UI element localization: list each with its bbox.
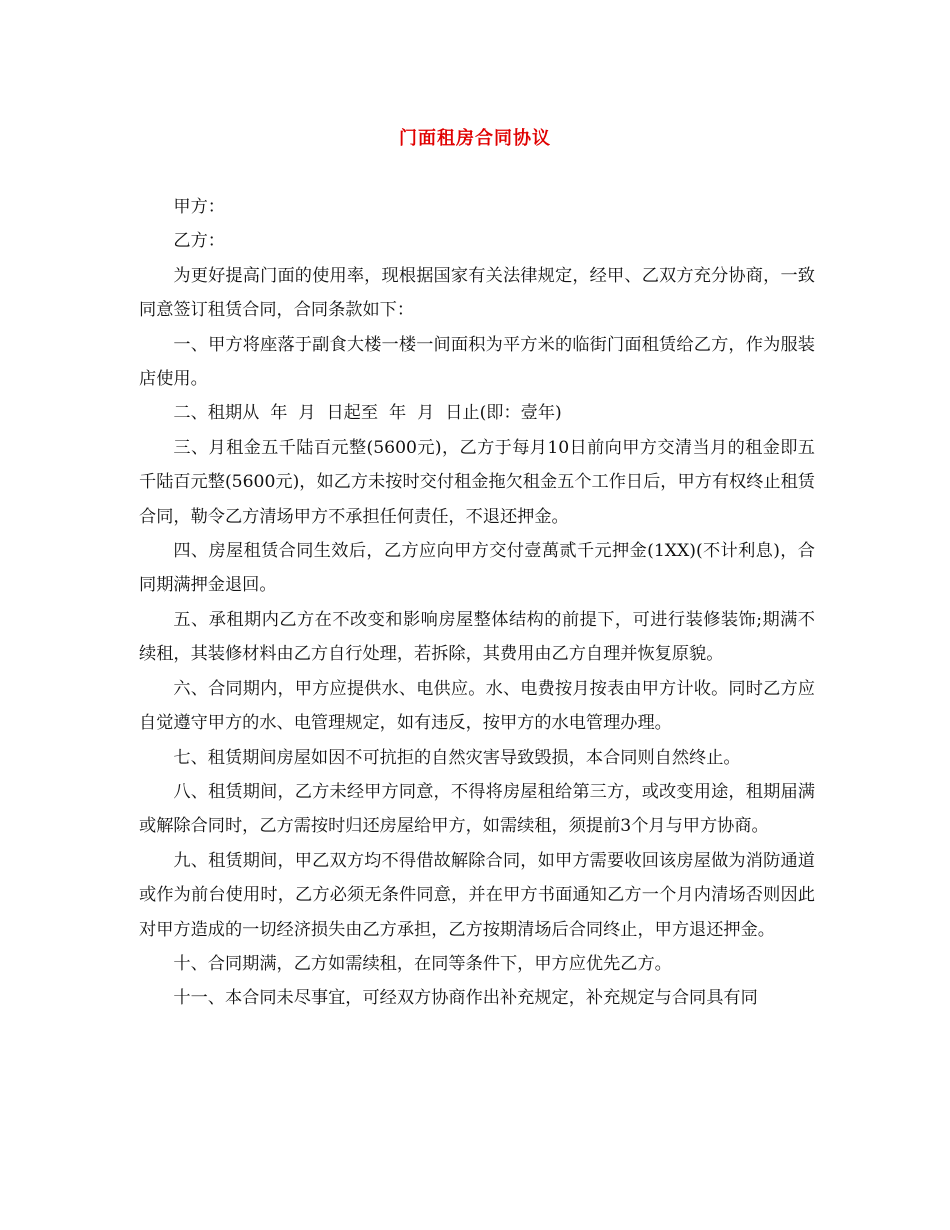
clause-10: 十、合同期满，乙方如需续租，在同等条件下，甲方应优先乙方。: [173, 953, 672, 974]
clause-3: 三、月租金五千陆百元整(5600元)，乙方于每月10日前向甲方交清当月的租金即五千陆百元整(5600元)，如乙方未按时交付租金拖欠租金五个工作日后，甲方有权终止租赁合同，勒令乙方清场甲方不承担任何责任，不退还押金。: [139, 437, 815, 527]
clause-6: 六、合同期内，甲方应提供水、电供应。水、电费按月按表由甲方计收。同时乙方应自觉遵守甲方的水、电管理规定，如有违反，按甲方的水电管理办理。: [139, 678, 815, 734]
paragraph-party-b: 乙方：: [173, 231, 225, 252]
clause-8: 八、租赁期间，乙方未经甲方同意，不得将房屋租给第三方，或改变用途，租期届满或解除合同时，乙方需按时归还房屋给甲方，如需续租，须提前3个月与甲方协商。: [139, 781, 815, 837]
document-title: 门面租房合同协议: [399, 128, 551, 149]
clause-5: 五、承租期内乙方在不改变和影响房屋整体结构的前提下，可进行装修装饰;期满不续租，其装修材料由乙方自行处理，若拆除，其费用由乙方自理并恢复原貌。: [139, 609, 815, 665]
paragraph-party-a: 甲方：: [173, 197, 225, 217]
document-body: [139, 190, 815, 1016]
clause-7: 七、租赁期间房屋如因不可抗拒的自然灾害导致毁损，本合同则自然终止。: [173, 747, 741, 768]
clause-4: 四、房屋租赁合同生效后，乙方应向甲方交付壹萬贰千元押金(1XX)(不计利息)，合同期满押金退回。: [139, 541, 815, 596]
paragraph-preamble: 为更好提高门面的使用率，现根据国家有关法律规定，经甲、乙双方充分协商，一致同意签订租赁合同，合同条款如下：: [139, 265, 815, 321]
clause-1: 一、甲方将座落于副食大楼一楼一间面积为平方米的临街门面租赁给乙方，作为服装店使用。: [139, 334, 815, 390]
clause-9: 九、租赁期间，甲乙双方均不得借故解除合同，如甲方需要收回该房屋做为消防通道或作为前台使用时，乙方必须无条件同意，并在甲方书面通知乙方一个月内清场否则因此对甲方造成的一切经济损失由乙方承担，乙方按期清场后合同终止，甲方退还押金。: [139, 850, 815, 940]
clause-2: 二、租期从 年 月 日起至 年 月 日止(即：壹年): [173, 403, 562, 424]
clause-11: 十一、本合同未尽事宜，可经双方协商作出补充规定，补充规定与合同具有同: [173, 988, 758, 1009]
